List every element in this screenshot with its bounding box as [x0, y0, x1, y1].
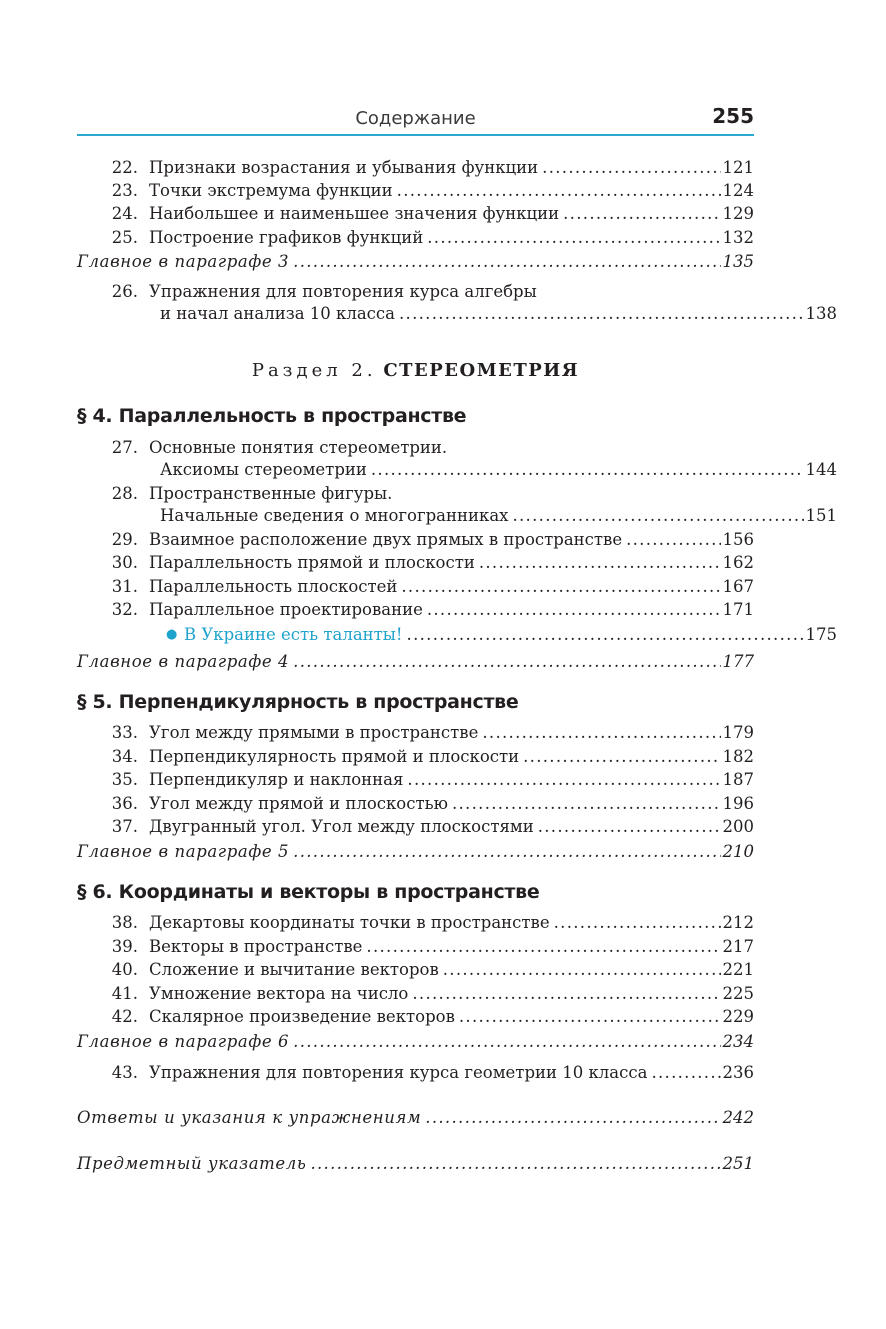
toc-entry[interactable] [77, 983, 754, 1005]
entry-number: 42. [111, 1007, 138, 1026]
toc-entry-26-line2[interactable] [77, 303, 837, 325]
entry-page: 251 [722, 1154, 754, 1173]
entry-title: Перпендикулярность прямой и плоскости [149, 747, 520, 766]
paragraph-heading-4[interactable]: § 4. Параллельность в пространстве [77, 405, 467, 427]
entry-page: 182 [722, 747, 754, 766]
dot-leader [479, 552, 721, 574]
toc-entry[interactable] [77, 959, 754, 981]
entry-title: Главное в параграфе 4 [77, 652, 290, 671]
running-title: Содержание [355, 108, 476, 129]
toc-entry[interactable] [77, 552, 754, 574]
toc-entry-26-line1[interactable] [77, 281, 754, 303]
entry-page: 144 [805, 460, 837, 479]
dot-leader [293, 841, 720, 863]
entry-page: 171 [722, 600, 754, 619]
entry-title: Основные понятия стереометрии. [149, 438, 448, 457]
page-number: 255 [712, 104, 754, 128]
dot-leader [626, 529, 720, 551]
dot-leader [554, 912, 721, 934]
toc-entry[interactable] [77, 180, 754, 202]
toc-entry[interactable] [77, 599, 754, 621]
dot-leader [401, 576, 720, 598]
entry-title: Векторы в пространстве [149, 937, 363, 956]
entry-number: 36. [111, 794, 138, 813]
entry-number: 23. [111, 181, 138, 200]
entry-title: Сложение и вычитание векторов [149, 960, 439, 979]
dot-leader [293, 251, 720, 273]
toc-entry[interactable] [77, 1006, 754, 1028]
entry-page: 210 [722, 842, 754, 861]
dot-leader [371, 459, 804, 481]
entry-number: 24. [111, 204, 138, 223]
toc-entry-bullet-talents[interactable] [77, 624, 837, 646]
dot-leader [310, 1153, 720, 1175]
entry-page: 138 [805, 304, 837, 323]
header-divider [77, 134, 754, 136]
dot-leader [427, 227, 720, 249]
entry-title: Главное в параграфе 5 [77, 842, 290, 861]
entry-title: Точки экстремума функции [149, 181, 393, 200]
toc-entry[interactable] [77, 936, 754, 958]
entry-title: Угол между прямыми в пространстве [149, 723, 479, 742]
dot-leader [407, 769, 720, 791]
entry-page: 221 [722, 960, 754, 979]
entry-number: 40. [111, 960, 138, 979]
dot-leader [651, 1062, 720, 1084]
toc-entry[interactable] [77, 722, 754, 744]
entry-title: Предметный указатель [77, 1154, 307, 1173]
summary-entry-par6[interactable] [77, 1031, 754, 1053]
section-heading [77, 360, 754, 381]
toc-entry-28-line1[interactable] [77, 483, 754, 505]
entry-number: 32. [111, 600, 138, 619]
dot-leader [542, 157, 720, 179]
entry-page: 179 [722, 723, 754, 742]
entry-page: 225 [722, 984, 754, 1003]
toc-entry[interactable] [77, 769, 754, 791]
index-entry[interactable] [77, 1153, 754, 1175]
entry-page: 212 [722, 913, 754, 932]
toc-entry[interactable] [77, 746, 754, 768]
entry-number: 25. [111, 228, 138, 247]
dot-leader [425, 1107, 720, 1129]
entry-number: 41. [111, 984, 138, 1003]
entry-page: 129 [722, 204, 754, 223]
entry-page: 175 [805, 625, 837, 644]
toc-entry[interactable] [77, 157, 754, 179]
entry-number: 22. [111, 158, 138, 177]
entry-number: 28. [111, 484, 138, 503]
entry-number: 39. [111, 937, 138, 956]
entry-page: 132 [722, 228, 754, 247]
entry-number: 30. [111, 553, 138, 572]
entry-page: 242 [722, 1108, 754, 1127]
dot-leader [293, 1031, 720, 1053]
entry-number: 34. [111, 747, 138, 766]
toc-entry-27-line2[interactable] [77, 459, 837, 481]
dot-leader [452, 793, 721, 815]
entry-page: 167 [722, 577, 754, 596]
paragraph-heading-5[interactable]: § 5. Перпендикулярность в пространстве [77, 691, 519, 713]
entry-title-continued: Начальные сведения о многогранниках [160, 506, 509, 525]
entry-title: Взаимное расположение двух прямых в пространстве [149, 530, 623, 549]
dot-leader [397, 180, 721, 202]
entry-number: 27. [111, 438, 138, 457]
toc-entry[interactable] [77, 793, 754, 815]
dot-leader [482, 722, 720, 744]
entry-title: Параллельность прямой и плоскости [149, 553, 475, 572]
entry-title: Угол между прямой и плоскостью [149, 794, 448, 813]
bullet-icon: ● [166, 627, 178, 642]
page-header [77, 104, 754, 134]
summary-entry-par5[interactable] [77, 841, 754, 863]
entry-number: 31. [111, 577, 138, 596]
entry-page: 121 [722, 158, 754, 177]
entry-number: 29. [111, 530, 138, 549]
entry-title: Построение графиков функций [149, 228, 424, 247]
paragraph-heading-6[interactable]: § 6. Координаты и векторы в пространстве [77, 881, 540, 903]
entry-page: 236 [722, 1063, 754, 1082]
dot-leader [407, 624, 804, 646]
summary-entry-par4[interactable] [77, 651, 754, 673]
entry-page: 217 [722, 937, 754, 956]
entry-number: 26. [111, 282, 138, 301]
entry-title: Упражнения для повторения курса геометрии 10 класса [149, 1063, 648, 1082]
entry-title-continued: и начал анализа 10 класса [160, 304, 395, 323]
entry-title: Главное в параграфе 3 [77, 252, 290, 271]
entry-title: Наибольшее и наименьшее значения функции [149, 204, 560, 223]
toc-entry[interactable] [77, 816, 754, 838]
entry-title: Перпендикуляр и наклонная [149, 770, 404, 789]
entry-page: 200 [722, 817, 754, 836]
toc-entry-27-line1[interactable] [77, 437, 754, 459]
entry-title: Двугранный угол. Угол между плоскостями [149, 817, 534, 836]
toc-entry-43[interactable] [77, 1062, 754, 1084]
entry-number: 37. [111, 817, 138, 836]
entry-page: 124 [722, 181, 754, 200]
dot-leader [538, 816, 721, 838]
entry-page: 229 [722, 1007, 754, 1026]
entry-page: 151 [805, 506, 837, 525]
dot-leader [563, 203, 720, 225]
dot-leader [427, 599, 721, 621]
toc-entry[interactable] [77, 912, 754, 934]
toc-entry-28-line2[interactable] [77, 505, 837, 527]
entry-title: В Украине есть таланты! [184, 625, 403, 644]
dot-leader [523, 746, 720, 768]
entry-title-continued: Аксиомы стереометрии [160, 460, 367, 479]
entry-title: Умножение вектора на число [149, 984, 409, 1003]
entry-number: 35. [111, 770, 138, 789]
dot-leader [366, 936, 720, 958]
entry-page: 135 [722, 252, 754, 271]
toc-entry[interactable] [77, 227, 754, 249]
dot-leader [412, 983, 720, 1005]
entry-page: 162 [722, 553, 754, 572]
dot-leader [293, 651, 720, 673]
section-prefix: Раздел 2. [251, 360, 377, 381]
entry-title: Ответы и указания к упражнениям [77, 1108, 422, 1127]
entry-number: 38. [111, 913, 138, 932]
entry-page: 187 [722, 770, 754, 789]
toc-entry[interactable] [77, 576, 754, 598]
entry-title: Декартовы координаты точки в пространстве [149, 913, 550, 932]
entry-title: Упражнения для повторения курса алгебры [149, 282, 537, 301]
answers-entry[interactable] [77, 1107, 754, 1129]
section-name: СТЕРЕОМЕТРИЯ [383, 360, 580, 381]
entry-page: 196 [722, 794, 754, 813]
entry-number: 43. [111, 1063, 138, 1082]
dot-leader [443, 959, 721, 981]
entry-title: Признаки возрастания и убывания функции [149, 158, 539, 177]
entry-title: Параллельное проектирование [149, 600, 423, 619]
entry-page: 234 [722, 1032, 754, 1051]
dot-leader [512, 505, 803, 527]
toc-entry[interactable] [77, 203, 754, 225]
entry-title: Главное в параграфе 6 [77, 1032, 290, 1051]
entry-title: Пространственные фигуры. [149, 484, 393, 503]
entry-title: Параллельность плоскостей [149, 577, 398, 596]
summary-entry-par3[interactable] [77, 251, 754, 273]
entry-number: 33. [111, 723, 138, 742]
entry-title: Скалярное произведение векторов [149, 1007, 455, 1026]
toc-entry[interactable] [77, 529, 754, 551]
entry-page: 156 [722, 530, 754, 549]
dot-leader [399, 303, 804, 325]
dot-leader [459, 1006, 721, 1028]
entry-page: 177 [722, 652, 754, 671]
